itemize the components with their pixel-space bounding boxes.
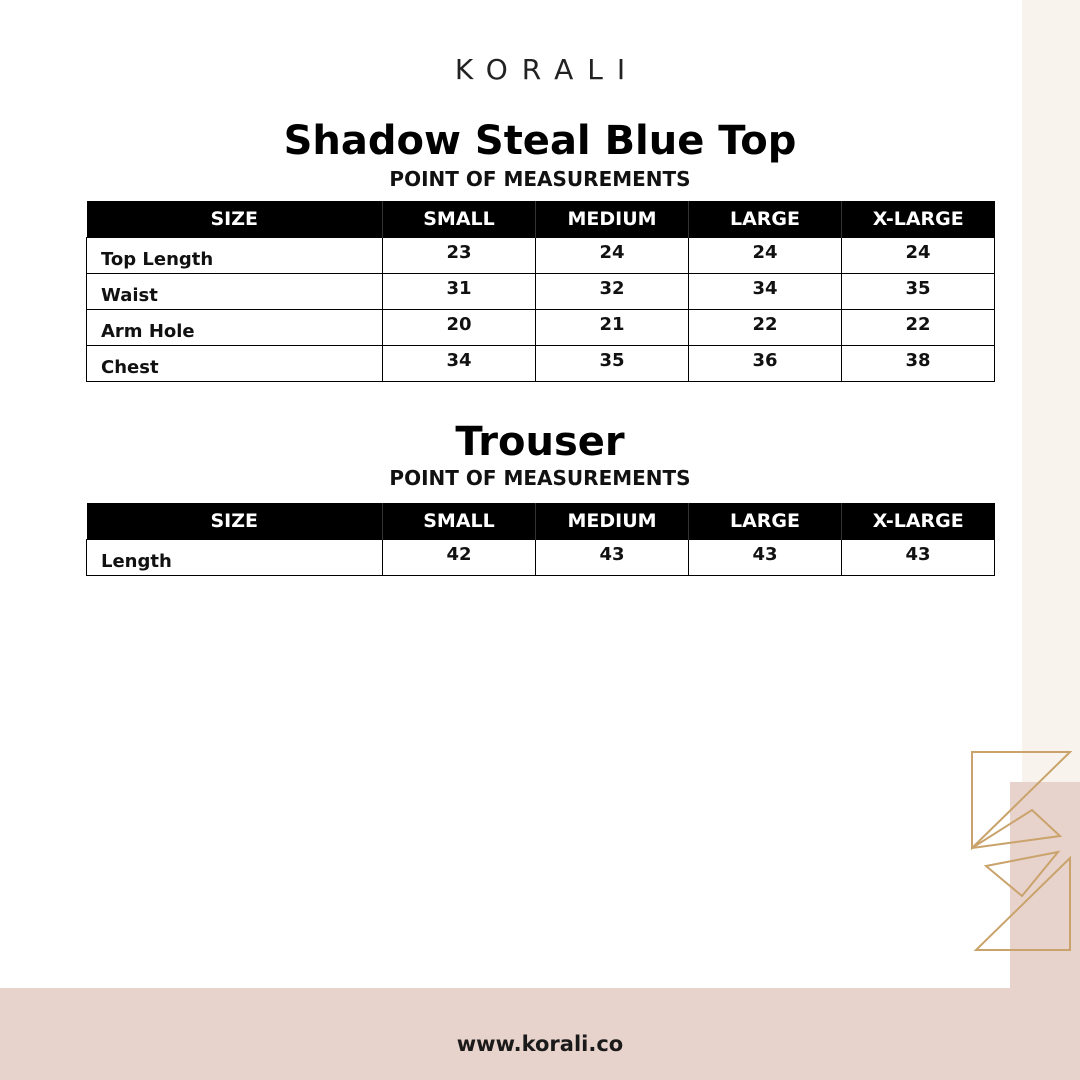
- table-cell: 36: [689, 345, 842, 381]
- column-header-large: LARGE: [689, 503, 842, 539]
- table-cell: 34: [689, 273, 842, 309]
- trouser-size-table: [86, 503, 995, 576]
- row-label: Arm Hole: [87, 309, 383, 345]
- table-cell: 22: [842, 309, 995, 345]
- row-label: Length: [87, 539, 383, 575]
- gold-triangles-icon: [966, 748, 1076, 958]
- table-cell: 23: [383, 237, 536, 273]
- table-cell: 35: [536, 345, 689, 381]
- table-cell: 32: [536, 273, 689, 309]
- table-cell: 42: [383, 539, 536, 575]
- table-header-row: [87, 503, 995, 539]
- website-url[interactable]: www.korali.co: [456, 1032, 624, 1056]
- row-label: Waist: [87, 273, 383, 309]
- table-row: [87, 309, 995, 345]
- top-section-subtitle: POINT OF MEASUREMENTS: [389, 167, 691, 191]
- column-header-size: SIZE: [87, 503, 383, 539]
- table-row: [87, 539, 995, 575]
- column-header-x-large: X-LARGE: [842, 201, 995, 237]
- row-label: Top Length: [87, 237, 383, 273]
- table-header-row: [87, 201, 995, 237]
- brand-logo: KORALI: [454, 53, 640, 86]
- table-cell: 24: [536, 237, 689, 273]
- column-header-size: SIZE: [87, 201, 383, 237]
- column-header-x-large: X-LARGE: [842, 503, 995, 539]
- trouser-section-subtitle: POINT OF MEASUREMENTS: [389, 466, 691, 490]
- table-cell: 24: [689, 237, 842, 273]
- table-row: [87, 273, 995, 309]
- column-header-medium: MEDIUM: [536, 503, 689, 539]
- table-cell: 38: [842, 345, 995, 381]
- column-header-small: SMALL: [383, 201, 536, 237]
- table-cell: 24: [842, 237, 995, 273]
- column-header-medium: MEDIUM: [536, 201, 689, 237]
- row-label: Chest: [87, 345, 383, 381]
- table-row: [87, 237, 995, 273]
- table-row: [87, 345, 995, 381]
- table-cell: 34: [383, 345, 536, 381]
- trouser-section-title: Trouser: [455, 419, 625, 465]
- table-cell: 20: [383, 309, 536, 345]
- top-section-title: Shadow Steal Blue Top: [283, 118, 797, 164]
- table-cell: 43: [842, 539, 995, 575]
- column-header-large: LARGE: [689, 201, 842, 237]
- table-cell: 43: [536, 539, 689, 575]
- column-header-small: SMALL: [383, 503, 536, 539]
- table-cell: 43: [689, 539, 842, 575]
- top-size-table: [86, 201, 995, 382]
- table-cell: 31: [383, 273, 536, 309]
- table-cell: 21: [536, 309, 689, 345]
- table-cell: 22: [689, 309, 842, 345]
- table-cell: 35: [842, 273, 995, 309]
